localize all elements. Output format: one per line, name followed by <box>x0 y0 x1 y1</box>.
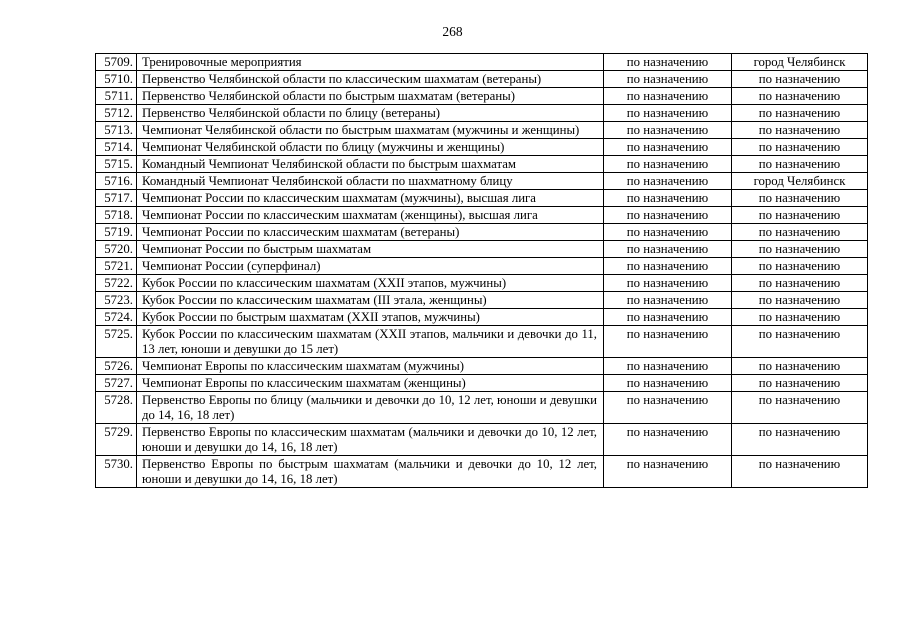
event-number: 5719. <box>96 224 137 241</box>
event-place: город Челябинск <box>732 173 868 190</box>
event-place: по назначению <box>732 88 868 105</box>
event-place: по назначению <box>732 258 868 275</box>
event-name: Первенство Челябинской области по классическим шахматам (ветераны) <box>137 71 604 88</box>
table-row <box>96 275 868 292</box>
event-name: Кубок России по классическим шахматам (XXII этапов, мальчики и девочки до 11, 13 лет, юноши и девушки до 15 лет) <box>137 326 604 358</box>
event-place: по назначению <box>732 105 868 122</box>
table-row <box>96 309 868 326</box>
event-place: по назначению <box>732 424 868 456</box>
event-date: по назначению <box>604 71 732 88</box>
event-date: по назначению <box>604 375 732 392</box>
event-name: Первенство Челябинской области по быстрым шахматам (ветераны) <box>137 88 604 105</box>
event-name: Кубок России по классическим шахматам (III этала, женщины) <box>137 292 604 309</box>
table-row <box>96 258 868 275</box>
event-name: Чемпионат России по классическим шахматам (мужчины), высшая лига <box>137 190 604 207</box>
event-number: 5727. <box>96 375 137 392</box>
event-number: 5720. <box>96 241 137 258</box>
event-number: 5730. <box>96 456 137 488</box>
event-date: по назначению <box>604 54 732 71</box>
event-number: 5718. <box>96 207 137 224</box>
event-date: по назначению <box>604 139 732 156</box>
event-date: по назначению <box>604 88 732 105</box>
table-row <box>96 190 868 207</box>
event-name: Командный Чемпионат Челябинской области по быстрым шахматам <box>137 156 604 173</box>
table-row <box>96 139 868 156</box>
event-date: по назначению <box>604 207 732 224</box>
event-date: по назначению <box>604 275 732 292</box>
event-place: по назначению <box>732 358 868 375</box>
event-place: по назначению <box>732 292 868 309</box>
event-number: 5710. <box>96 71 137 88</box>
event-place: по назначению <box>732 309 868 326</box>
event-date: по назначению <box>604 326 732 358</box>
event-name: Чемпионат Челябинской области по быстрым шахматам (мужчины и женщины) <box>137 122 604 139</box>
event-number: 5721. <box>96 258 137 275</box>
event-name: Чемпионат России по быстрым шахматам <box>137 241 604 258</box>
event-number: 5713. <box>96 122 137 139</box>
event-number: 5726. <box>96 358 137 375</box>
event-date: по назначению <box>604 392 732 424</box>
event-number: 5715. <box>96 156 137 173</box>
event-number: 5723. <box>96 292 137 309</box>
event-place: по назначению <box>732 71 868 88</box>
table-row <box>96 207 868 224</box>
event-date: по назначению <box>604 122 732 139</box>
events-table <box>95 53 868 488</box>
event-number: 5712. <box>96 105 137 122</box>
table-row <box>96 88 868 105</box>
event-number: 5711. <box>96 88 137 105</box>
event-date: по назначению <box>604 241 732 258</box>
event-number: 5709. <box>96 54 137 71</box>
event-place: по назначению <box>732 392 868 424</box>
event-date: по назначению <box>604 156 732 173</box>
event-name: Чемпионат Челябинской области по блицу (мужчины и женщины) <box>137 139 604 156</box>
event-name: Первенство Европы по быстрым шахматам (мальчики и девочки до 10, 12 лет, юноши и девушки до 14, 16, 18 лет) <box>137 456 604 488</box>
event-date: по назначению <box>604 173 732 190</box>
event-name: Чемпионат Европы по классическим шахматам (женщины) <box>137 375 604 392</box>
event-date: по назначению <box>604 358 732 375</box>
event-date: по назначению <box>604 292 732 309</box>
event-number: 5716. <box>96 173 137 190</box>
event-place: по назначению <box>732 275 868 292</box>
table-row <box>96 156 868 173</box>
table-row <box>96 122 868 139</box>
table-row <box>96 326 868 358</box>
table-row <box>96 54 868 71</box>
event-name: Тренировочные мероприятия <box>137 54 604 71</box>
event-number: 5717. <box>96 190 137 207</box>
event-place: по назначению <box>732 326 868 358</box>
table-row <box>96 105 868 122</box>
event-date: по назначению <box>604 309 732 326</box>
event-name: Первенство Европы по классическим шахматам (мальчики и девочки до 10, 12 лет, юноши и девушки до 14, 16, 18 лет) <box>137 424 604 456</box>
event-date: по назначению <box>604 258 732 275</box>
event-number: 5722. <box>96 275 137 292</box>
event-name: Чемпионат России (суперфинал) <box>137 258 604 275</box>
event-date: по назначению <box>604 224 732 241</box>
page-number: 268 <box>442 24 463 39</box>
table-row <box>96 392 868 424</box>
event-number: 5725. <box>96 326 137 358</box>
event-number: 5714. <box>96 139 137 156</box>
event-place: по назначению <box>732 241 868 258</box>
event-name: Командный Чемпионат Челябинской области по шахматному блицу <box>137 173 604 190</box>
event-place: по назначению <box>732 207 868 224</box>
event-place: по назначению <box>732 375 868 392</box>
event-place: по назначению <box>732 224 868 241</box>
event-name: Чемпионат Европы по классическим шахматам (мужчины) <box>137 358 604 375</box>
event-name: Первенство Челябинской области по блицу (ветераны) <box>137 105 604 122</box>
event-date: по назначению <box>604 190 732 207</box>
table-row <box>96 224 868 241</box>
event-date: по назначению <box>604 424 732 456</box>
event-place: по назначению <box>732 456 868 488</box>
event-date: по назначению <box>604 456 732 488</box>
event-place: город Челябинск <box>732 54 868 71</box>
event-date: по назначению <box>604 105 732 122</box>
event-number: 5724. <box>96 309 137 326</box>
event-name: Кубок России по классическим шахматам (XXII этапов, мужчины) <box>137 275 604 292</box>
table-row <box>96 173 868 190</box>
events-table-body <box>96 54 868 488</box>
table-row <box>96 71 868 88</box>
event-place: по назначению <box>732 139 868 156</box>
event-place: по назначению <box>732 190 868 207</box>
table-row <box>96 424 868 456</box>
event-name: Кубок России по быстрым шахматам (XXII этапов, мужчины) <box>137 309 604 326</box>
event-name: Чемпионат России по классическим шахматам (ветераны) <box>137 224 604 241</box>
table-row <box>96 292 868 309</box>
event-place: по назначению <box>732 156 868 173</box>
table-row <box>96 375 868 392</box>
event-place: по назначению <box>732 122 868 139</box>
table-row <box>96 358 868 375</box>
event-name: Чемпионат России по классическим шахматам (женщины), высшая лига <box>137 207 604 224</box>
table-row <box>96 241 868 258</box>
event-number: 5728. <box>96 392 137 424</box>
event-number: 5729. <box>96 424 137 456</box>
event-name: Первенство Европы по блицу (мальчики и девочки до 10, 12 лет, юноши и девушки до 14, 16, 18 лет) <box>137 392 604 424</box>
table-row <box>96 456 868 488</box>
